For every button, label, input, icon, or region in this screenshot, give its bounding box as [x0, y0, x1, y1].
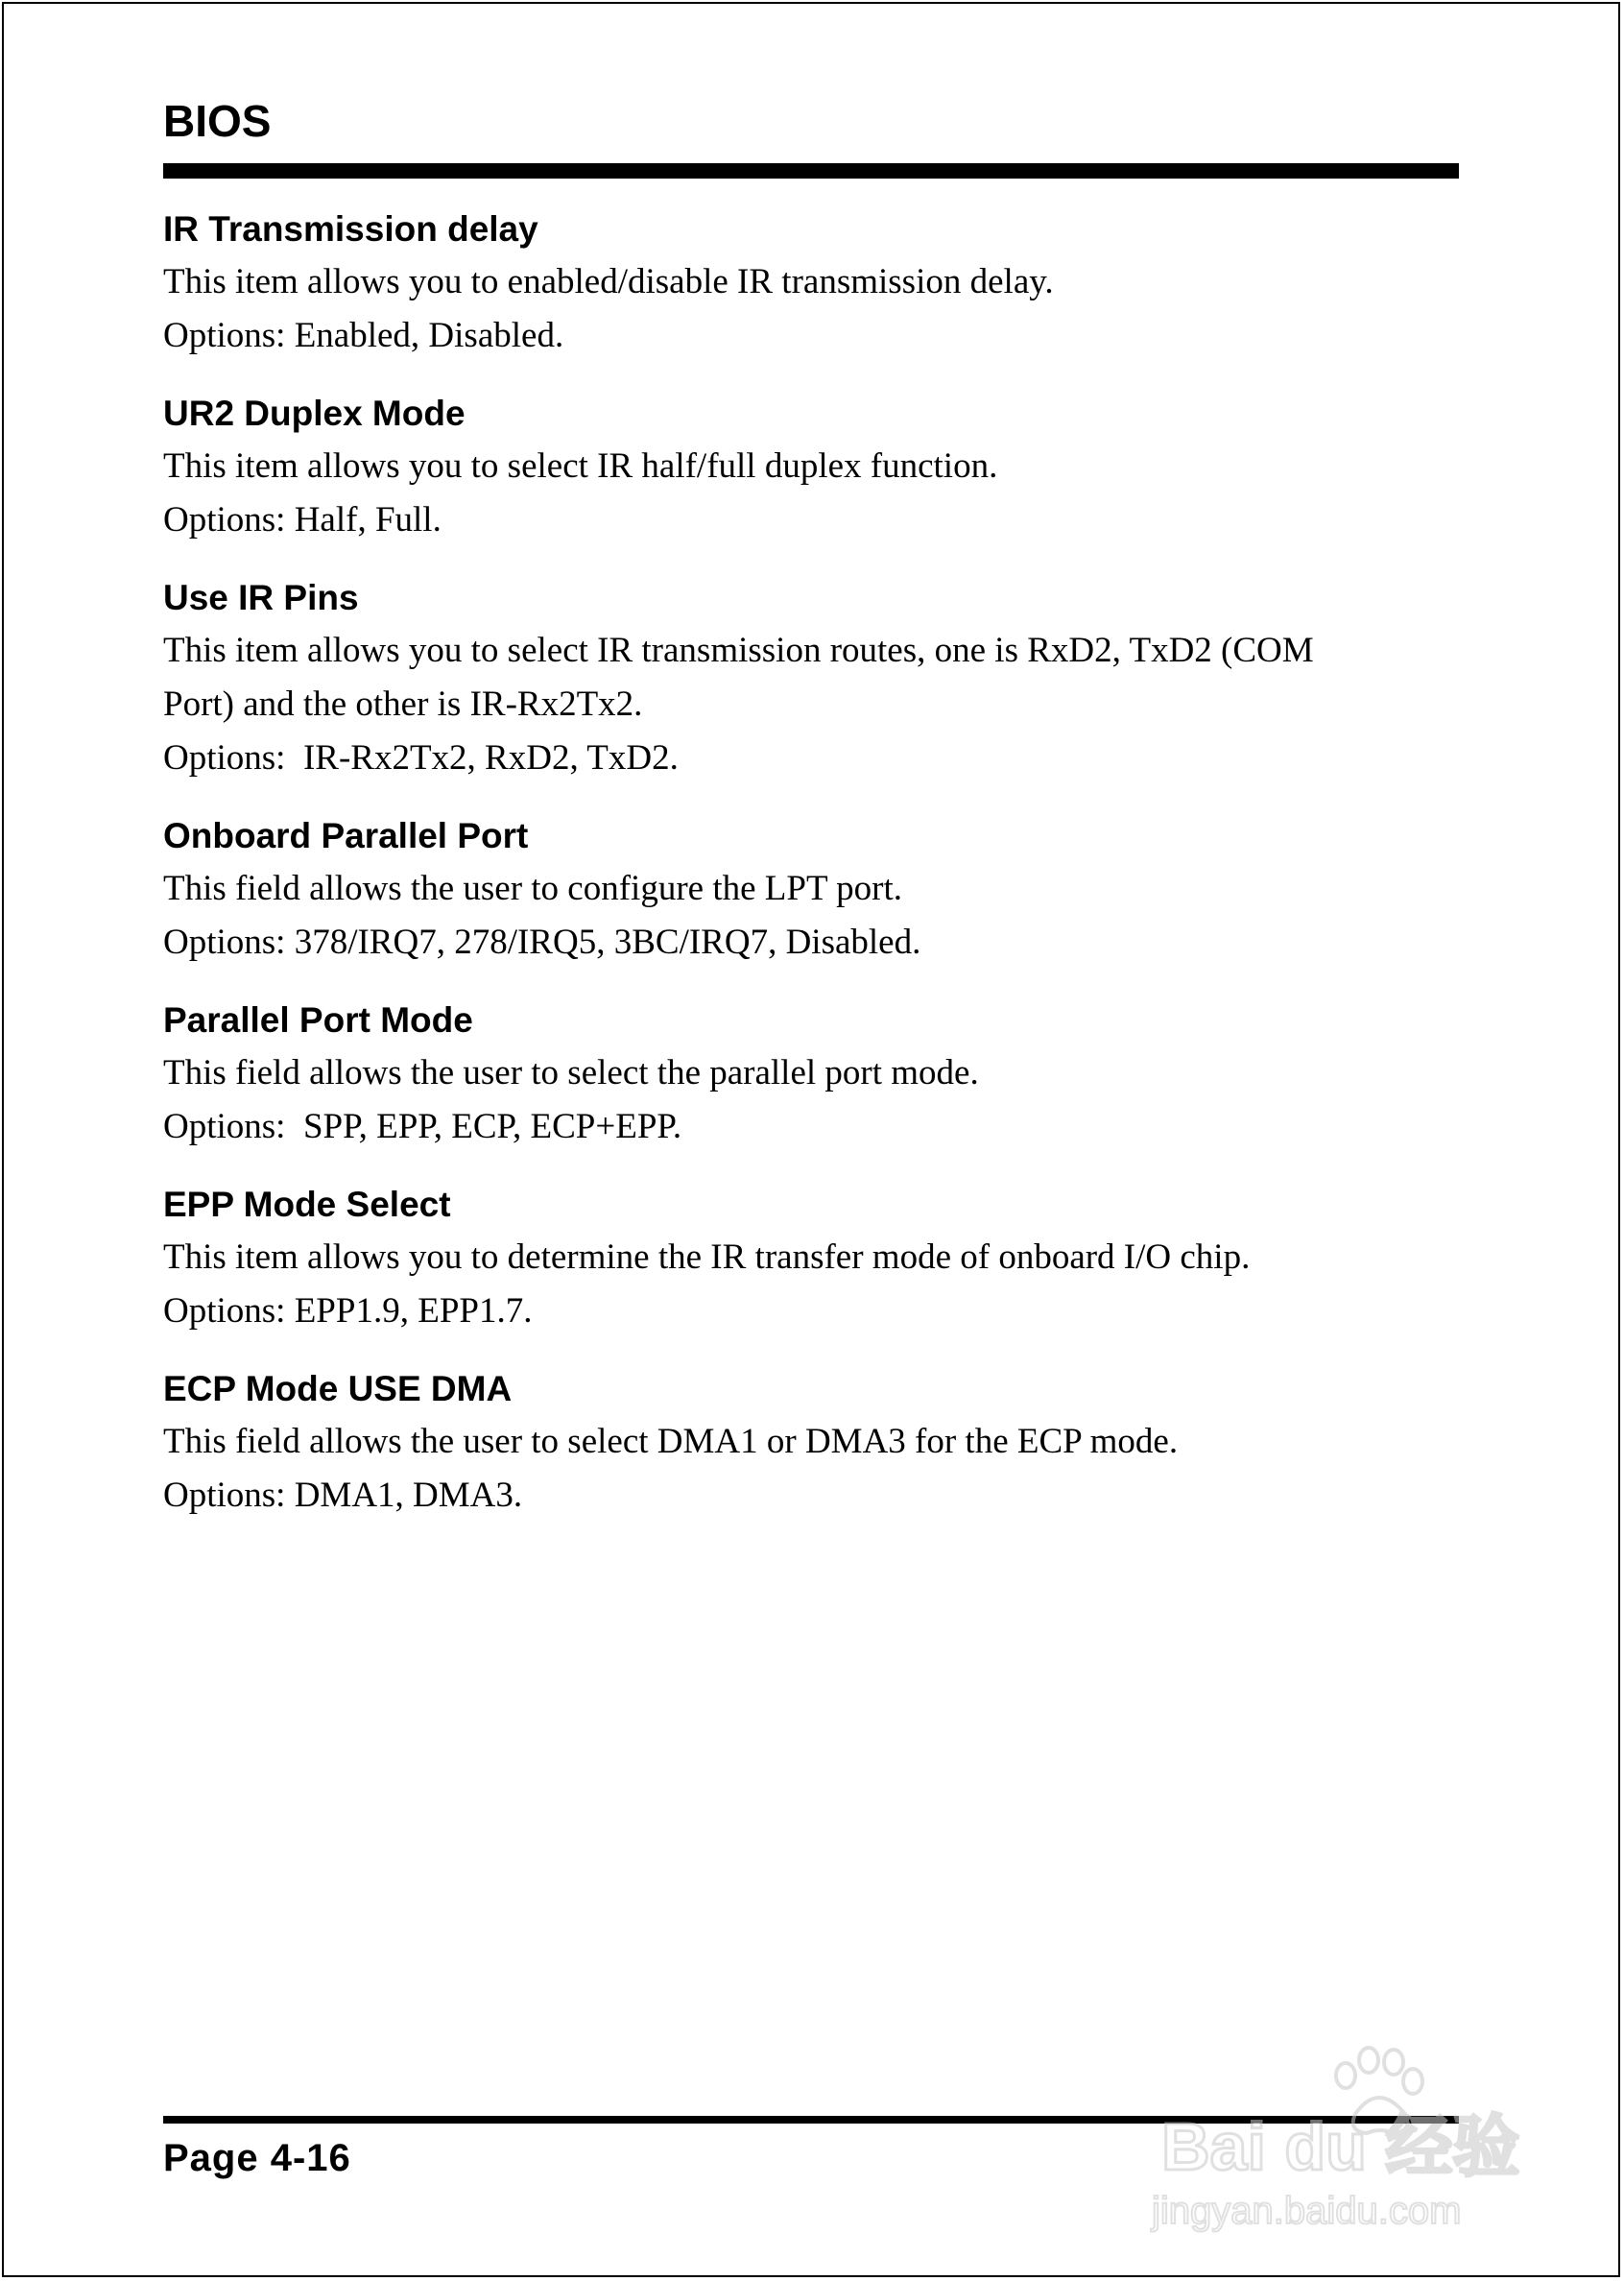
section-ur2-duplex-mode — [163, 388, 1459, 547]
section-parallel-port-mode — [163, 995, 1459, 1154]
section-options: Options: IR-Rx2Tx2, RxD2, TxD2. — [163, 738, 679, 778]
section-use-ir-pins — [163, 572, 1459, 785]
section-epp-mode-select — [163, 1179, 1459, 1338]
section-description: This field allows the user to select DMA1 or DMA3 for the ECP mode. — [163, 1422, 1179, 1461]
page-header-title: BIOS — [163, 96, 272, 146]
section-description: This field allows the user to configure the LPT port. — [163, 869, 902, 908]
section-options: Options: EPP1.9, EPP1.7. — [163, 1291, 533, 1331]
section-description: This item allows you to select IR transmission routes, one is RxD2, TxD2 (COM — [163, 631, 1314, 670]
watermark-brand: Bai du 经验 — [1161, 2109, 1520, 2184]
section-description: This item allows you to select IR half/full duplex function. — [163, 446, 998, 486]
section-options: Options: Enabled, Disabled. — [163, 316, 564, 355]
section-heading: Use IR Pins — [163, 578, 359, 617]
section-description: This item allows you to enabled/disable IR transmission delay. — [163, 262, 1054, 301]
section-heading: EPP Mode Select — [163, 1185, 451, 1224]
section-description: This item allows you to determine the IR transfer mode of onboard I/O chip. — [163, 1237, 1251, 1277]
header-divider — [163, 163, 1459, 179]
section-heading: Onboard Parallel Port — [163, 816, 529, 855]
section-options: Options: DMA1, DMA3. — [163, 1476, 523, 1515]
section-heading: UR2 Duplex Mode — [163, 394, 466, 433]
baidu-jingyan-watermark — [1142, 2026, 1526, 2237]
section-options: Options: 378/IRQ7, 278/IRQ5, 3BC/IRQ7, Disabled. — [163, 923, 921, 962]
section-options: Options: SPP, EPP, ECP, ECP+EPP. — [163, 1107, 682, 1146]
section-heading: ECP Mode USE DMA — [163, 1369, 513, 1408]
section-heading: Parallel Port Mode — [163, 1000, 473, 1040]
document-body — [163, 204, 1459, 1548]
section-options: Options: Half, Full. — [163, 500, 442, 540]
section-description-continued: Port) and the other is IR-Rx2Tx2. — [163, 684, 643, 724]
section-description: This field allows the user to select the parallel port mode. — [163, 1053, 979, 1092]
section-heading: IR Transmission delay — [163, 209, 538, 249]
section-onboard-parallel-port — [163, 810, 1459, 970]
watermark-url: jingyan.baidu.com — [1152, 2190, 1462, 2232]
section-ir-transmission-delay — [163, 204, 1459, 363]
page-number: Page 4-16 — [163, 2137, 351, 2179]
section-ecp-mode-use-dma — [163, 1363, 1459, 1523]
